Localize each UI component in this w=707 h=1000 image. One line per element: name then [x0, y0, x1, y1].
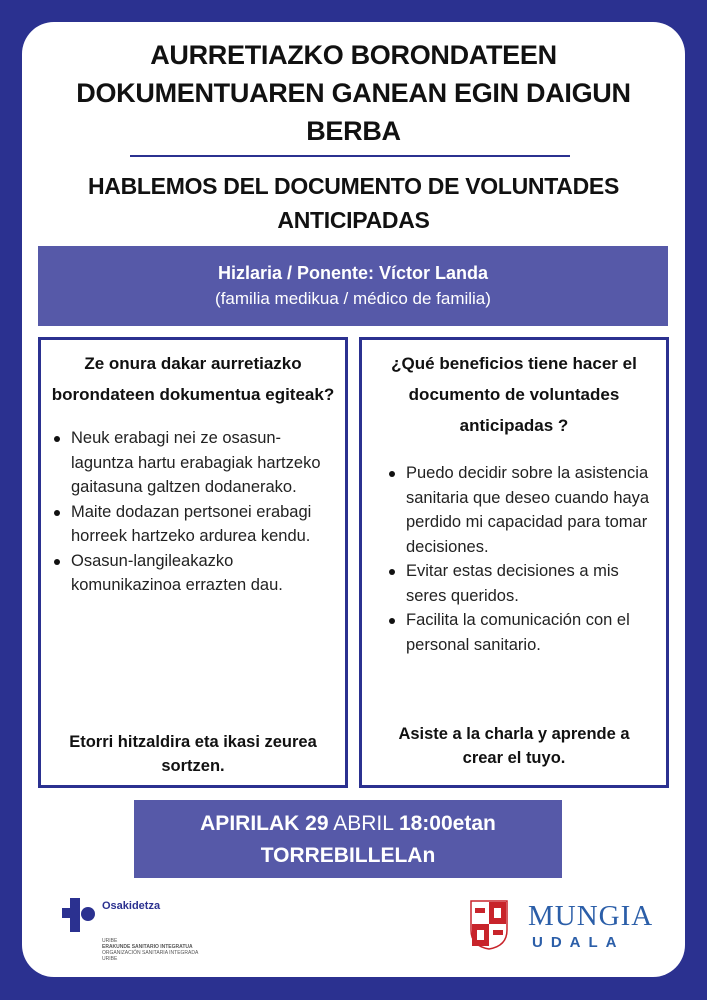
- list-item: Facilita la comunicación con el personal sanitario.: [406, 608, 660, 657]
- speaker-role: (familia medikua / médico de familia): [215, 289, 491, 308]
- list-item: Puedo decidir sobre la asistencia sanitaria que deseo cuando haya perdido mi capacidad para tomar decisiones.: [406, 461, 660, 559]
- logo-text: MUNGIA: [528, 900, 654, 932]
- call-to-action: Asiste a la charla y aprende a crear el tuyo.: [398, 725, 630, 767]
- list-item: Evitar estas decisiones a mis seres queridos.: [406, 559, 660, 608]
- call-to-action: Etorri hitzaldira eta ikasi zeurea sortzen.: [69, 733, 317, 775]
- osakidetza-logo: [62, 898, 199, 962]
- speaker-banner: [38, 246, 668, 326]
- title-line: AURRETIAZKO BORONDATEEN: [150, 40, 557, 70]
- benefit-list: [362, 461, 666, 657]
- list-item: Osasun-langileakazko komunikazinoa errazten dau.: [71, 549, 339, 598]
- question: Ze onura dakar aurretiazko borondateen dokumentua egiteak?: [51, 354, 335, 404]
- event-time: 18:00etan: [398, 812, 496, 835]
- benefit-list: [41, 426, 345, 598]
- divider: [130, 155, 570, 157]
- speaker-name: Hizlaria / Ponente: Víctor Landa: [217, 263, 489, 283]
- basque-benefits-box: [38, 337, 348, 788]
- coat-of-arms-icon: [470, 900, 508, 950]
- question: ¿Qué beneficios tiene hacer el documento de voluntades anticipadas ?: [391, 354, 637, 435]
- logo-subtext: URIBE ERAKUNDE SANITARIO INTEGRATUA ORGANIZACIÓN SANITARIA INTEGRADA URIBE: [102, 938, 199, 962]
- title-line: DOKUMENTUAREN GANEAN EGIN DAIGUN: [76, 78, 631, 108]
- event-banner: [134, 800, 562, 878]
- event-month-es: ABRIL: [333, 812, 394, 835]
- list-item: Maite dodazan pertsonei erabagi horreek hartzeko ardurea kendu.: [71, 500, 339, 549]
- logo-subtext: UDALA: [532, 934, 625, 951]
- title-basque: [0, 36, 707, 150]
- title-line: ANTICIPADAS: [277, 207, 430, 233]
- spanish-benefits-box: [359, 337, 669, 788]
- mungia-logo: [470, 900, 654, 955]
- title-line: HABLEMOS DEL DOCUMENTO DE VOLUNTADES: [87, 173, 619, 199]
- title-spanish: [0, 169, 707, 237]
- list-item: Neuk erabagi nei ze osasun-laguntza hartu erabagiak hartzeko gaitasuna galtzen dodanerako.: [71, 426, 339, 500]
- title-line: BERBA: [306, 116, 401, 146]
- event-date: APIRILAK 29: [200, 812, 329, 835]
- event-place: TORREBILLELAn: [260, 844, 436, 867]
- osakidetza-cross-icon: [62, 898, 98, 932]
- logo-text: Osakidetza: [102, 900, 161, 912]
